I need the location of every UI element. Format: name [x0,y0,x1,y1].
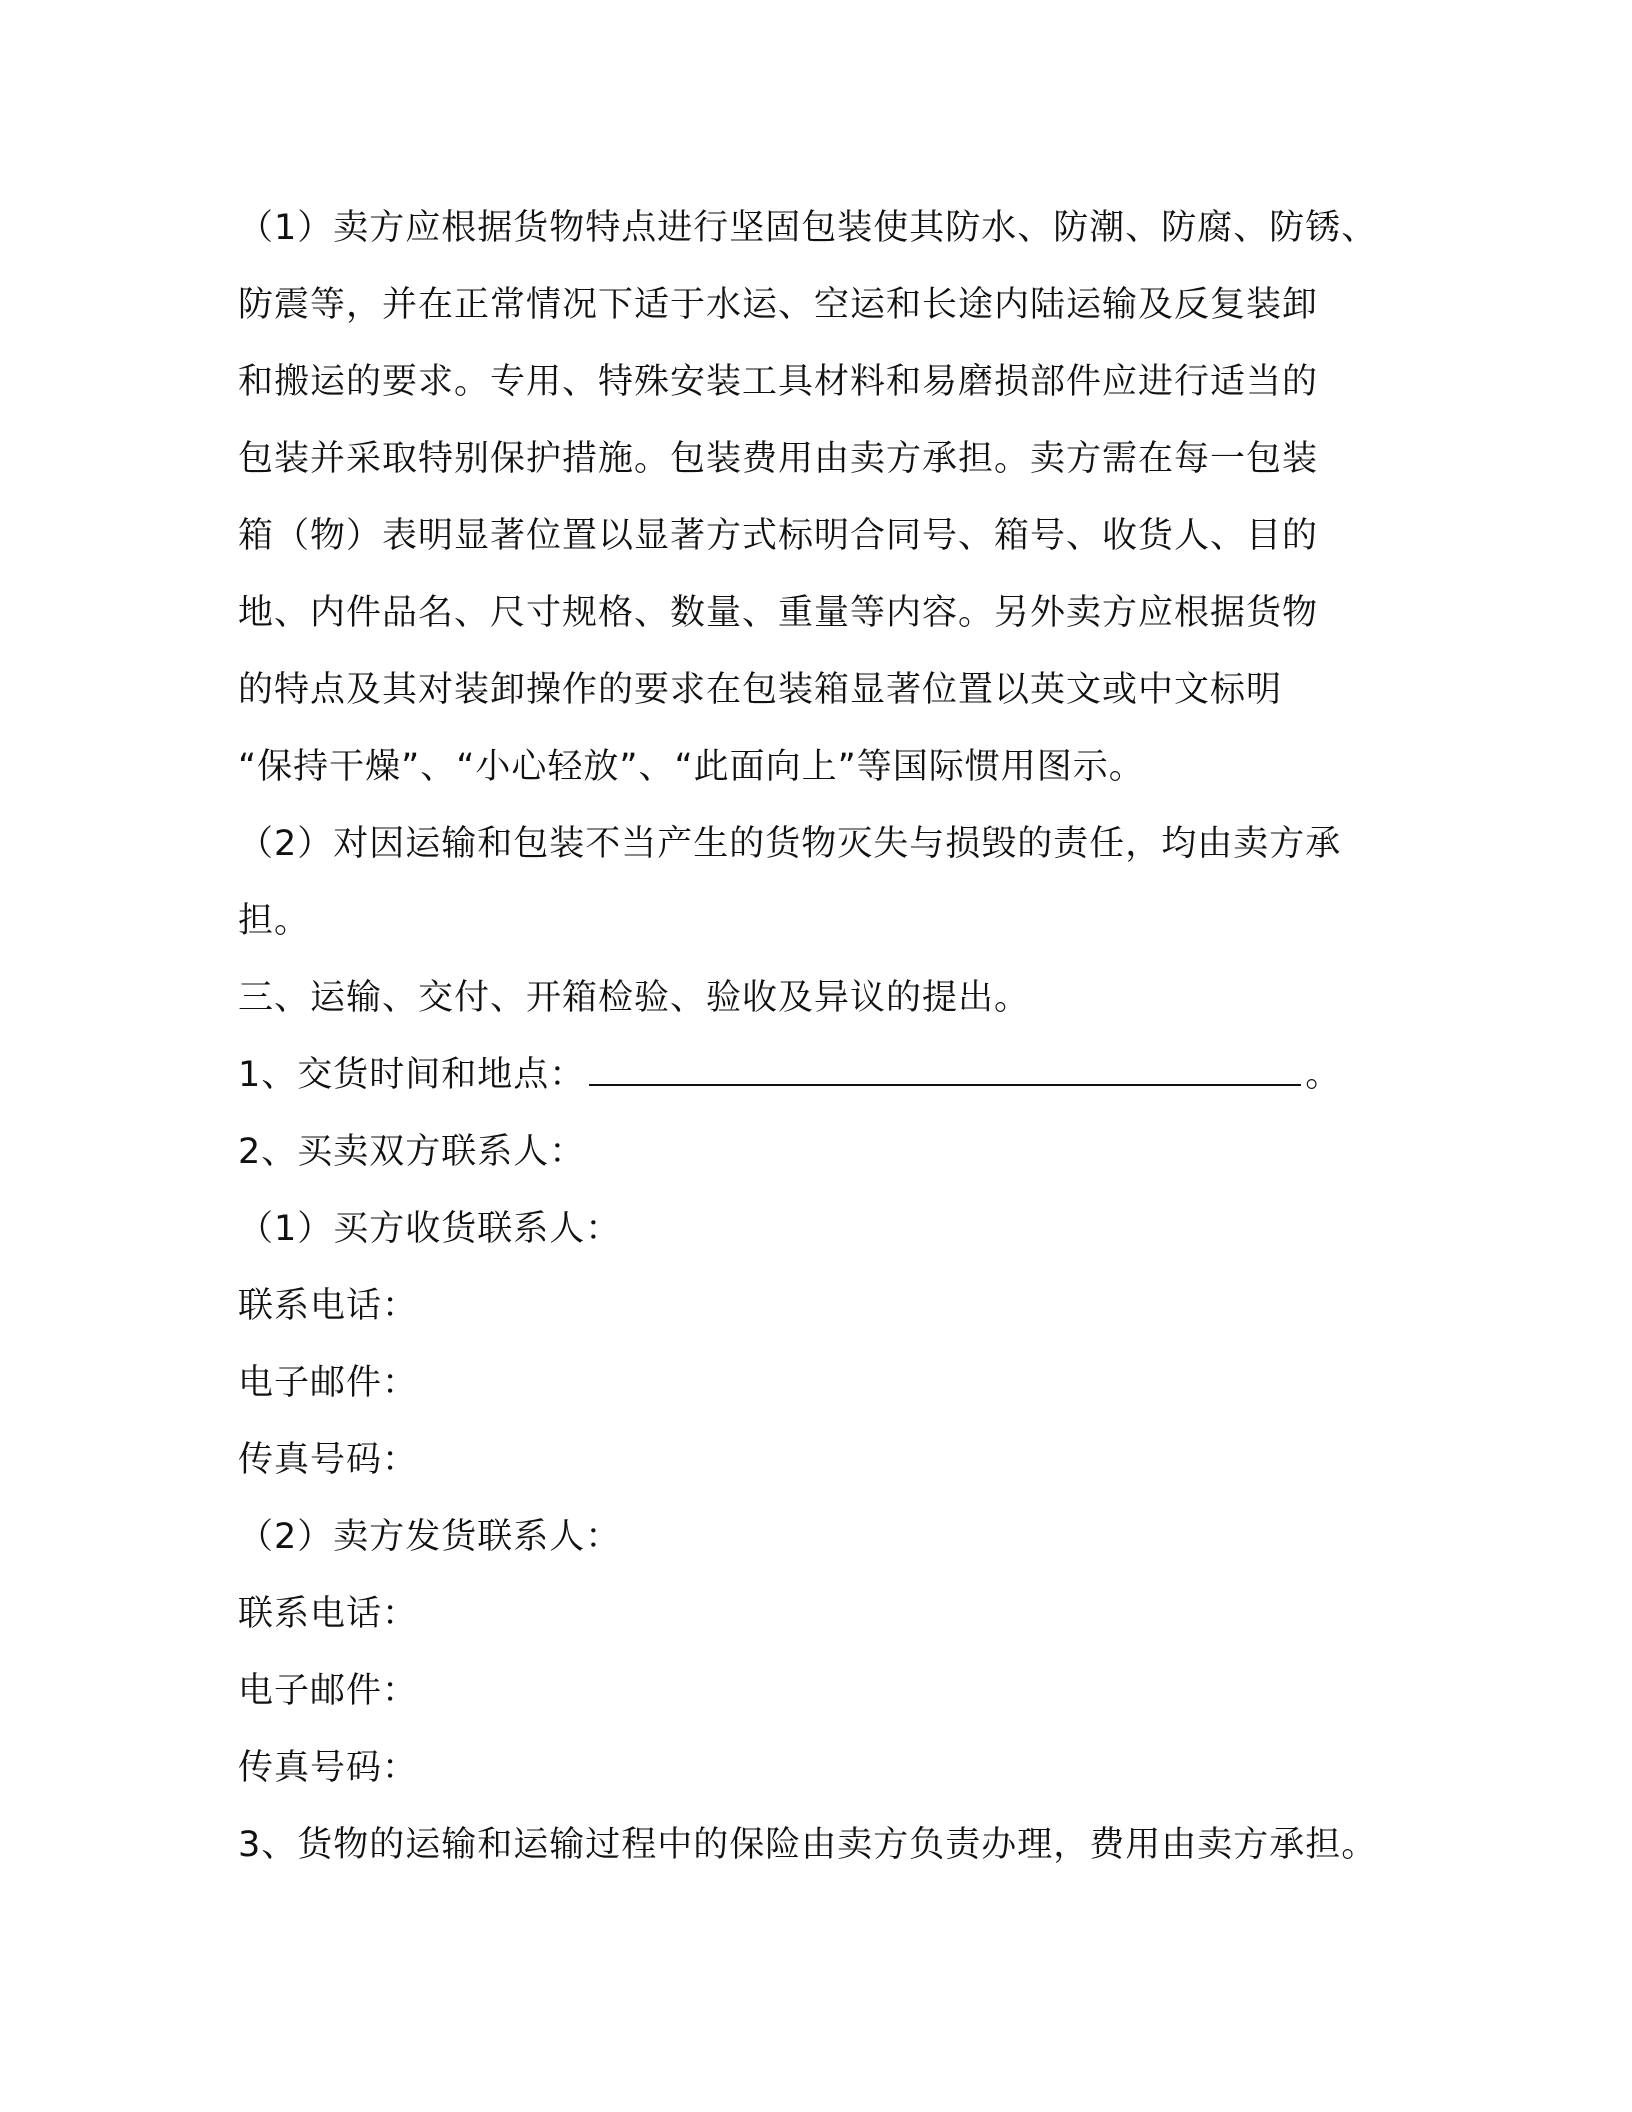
delivery-time-place-line [238,1037,1418,1114]
section-heading-transport: 三、运输、交付、开箱检验、验收及异议的提出。 [238,978,1031,1018]
packaging-clause-1-line-7: 的特点及其对装卸操作的要求在包装箱显著位置以英文或中文标明 [238,670,1283,710]
packaging-clause-1-line-8: “保持干燥”、“小心轻放”、“此面向上”等国际惯用图示。 [238,747,1145,787]
delivery-time-place-end: 。 [1305,1055,1342,1095]
delivery-time-place-blank[interactable] [589,1042,1301,1086]
seller-email-label: 电子邮件： [238,1671,419,1711]
buyer-contact-label: （1）买方收货联系人： [238,1209,622,1249]
buyer-phone-label: 联系电话： [238,1286,419,1326]
seller-contact-label: （2）卖方发货联系人： [238,1517,622,1557]
transport-insurance-clause: 3、货物的运输和运输过程中的保险由卖方负责办理，费用由卖方承担。 [238,1825,1378,1865]
delivery-time-place-label: 1、交货时间和地点： [238,1055,586,1095]
packaging-clause-1-line-2: 防震等，并在正常情况下适于水运、空运和长途内陆运输及反复装卸 [238,285,1319,325]
packaging-clause-1-line-3: 和搬运的要求。专用、特殊安装工具材料和易磨损部件应进行适当的 [238,362,1319,402]
document-page [238,190,1418,1884]
packaging-clause-1-line-5: 箱（物）表明显著位置以显著方式标明合同号、箱号、收货人、目的 [238,516,1319,556]
buyer-email-label: 电子邮件： [238,1363,419,1403]
packaging-clause-2-line-2: 担。 [238,901,311,941]
seller-fax-label: 传真号码： [238,1748,419,1788]
buyer-fax-label: 传真号码： [238,1440,419,1480]
seller-phone-label: 联系电话： [238,1594,419,1634]
packaging-clause-2-line-1: （2）对因运输和包装不当产生的货物灭失与损毁的责任，均由卖方承 [238,824,1342,864]
contacts-heading: 2、买卖双方联系人： [238,1132,586,1172]
packaging-clause-1-line-1: （1）卖方应根据货物特点进行坚固包装使其防水、防潮、防腐、防锈、 [238,208,1378,248]
packaging-clause-1-line-6: 地、内件品名、尺寸规格、数量、重量等内容。另外卖方应根据货物 [238,593,1319,633]
packaging-clause-1-line-4: 包装并采取特别保护措施。包装费用由卖方承担。卖方需在每一包装 [238,439,1319,479]
